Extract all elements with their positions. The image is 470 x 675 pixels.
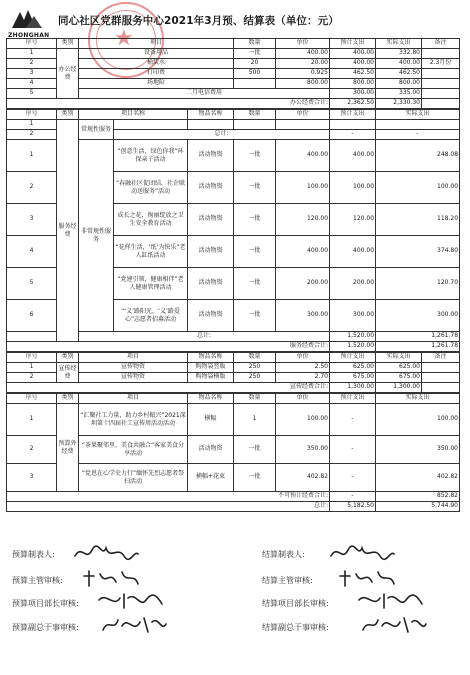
handwritten-signature — [100, 614, 170, 636]
table-row: 4 “花样生活，‘纸’为快乐”老人缸纸活动 活动物资 一批 400.00 400.00 374.80 — [7, 236, 460, 268]
regular-service-label: 常规性服务 — [79, 120, 114, 140]
col-header: 项目 — [79, 39, 234, 49]
table-row: 3 成长之花，绚丽绽放之卫生安全教育活动 活动物资 一批 120.00 120.00 118.20 — [7, 204, 460, 236]
promo-total-label: 宣传经费合计: — [7, 383, 330, 393]
table-header-row: 序号 类别 项目 物品名称 数量 单价 预计支出 实际支出 — [7, 394, 460, 404]
extra-expense-table — [6, 393, 460, 512]
subtotal-row: 宣传经费合计: 1,300.00 1,300.00 — [7, 383, 460, 393]
handwritten-signature — [356, 590, 426, 612]
nonregular-service-label: 非常规性服务 — [79, 140, 114, 332]
table-row: 1 非常规性服务 “创意生活，绿色你我”环保亲子活动 活动物资 一批 400.00 400.00 248.08 — [7, 140, 460, 172]
office-category: 办公经费 — [57, 49, 79, 99]
seal-star-icon: ★ — [114, 26, 134, 51]
table-row: 2 宣传物资 购物袋横版 250 2.70 675.00 675.00 — [7, 373, 460, 383]
subtotal-row: 不可预计经费合计: - 852.82 — [7, 492, 460, 502]
subtotal-row: 服务经费合计: 1,520.00 1,261.78 — [7, 342, 460, 352]
handwritten-signature — [336, 568, 406, 590]
grand-total-label: 总计: — [7, 502, 330, 512]
table-header-row — [7, 39, 460, 49]
budget-supervisor-label: 预算主管审核: — [12, 576, 63, 585]
col-header: 预计支出 — [330, 39, 376, 49]
page-title: 同心社区党群服务中心2021年3月预、结算表（单位：元） — [58, 15, 339, 27]
table-row: 2 “茶果聚邻里，美食共融合”客家美食分享活动 活动物资 一批 350.00 - 350.00 — [7, 436, 460, 464]
handwritten-signature — [72, 542, 142, 564]
col-header: 数量 — [234, 39, 276, 49]
table-row: 6 “‘义’路阳光，‘义’路爱心”志愿者招募活动 活动物资 一批 300.00 300.00 300.00 — [7, 300, 460, 332]
col-header: 单价 — [276, 39, 330, 49]
logo-text: ZHONGHAN — [8, 32, 50, 39]
settlement-preparer-label: 结算制表人: — [262, 550, 305, 559]
budget-preparer-label: 预算制表人: — [12, 550, 55, 559]
table-row: 3 打印费 500 0.925 462.50 462.50 — [7, 69, 460, 79]
table-row: 2 总计: - - — [7, 130, 460, 140]
table-row: 5 二月电信费用 300.00 335.00 — [7, 89, 460, 99]
subtotal-row: 办公经费合计: 2,362.50 2,330.30 — [7, 99, 460, 109]
promo-category: 宣传经费 — [57, 363, 79, 383]
budget-dept-head-label: 预算项目部长审核: — [12, 599, 79, 608]
grand-total-row: 总计: 5,182.50 5,744.90 — [7, 502, 460, 512]
col-header: 序号 — [7, 39, 57, 49]
promo-expense-table — [6, 352, 460, 393]
table-row: 5 “党建引领，健康相伴”老人健康管理活动 活动物资 一批 200.00 200.00 120.70 — [7, 268, 460, 300]
handwritten-signature — [80, 568, 150, 590]
col-header: 实际支出 — [376, 39, 422, 49]
table-header-row: 序号 类别 项目名称 物品名称 数量 单价 预计支出 实际支出 — [7, 110, 460, 120]
table-row: 2 “春融社区促团结，社企联动送服务”活动 活动物资 一批 100.00 100.00 100.00 — [7, 172, 460, 204]
table-row: 3 “党恩在心学史力行”缅怀先烈志愿者祭扫活动 横幅+花束 一批 402.82 - 402.82 — [7, 464, 460, 492]
handwritten-signature — [328, 542, 398, 564]
settlement-dept-head-label: 结算项目部长审核: — [262, 599, 329, 608]
table-row: 1 服务经费 常规性服务 — [7, 120, 460, 130]
col-header: 备注 — [422, 39, 460, 49]
table-row: 1 预算外经费 “汇聚社工力量，助力乡村振兴”2021深圳第十四届社工宣传周活动活动 横幅 1 100.00 - 100.00 — [7, 404, 460, 436]
handwritten-signature — [360, 614, 430, 636]
table-row: 1 宣传经费 宣传物资 购物袋竖版 250 2.50 625.00 625.00 — [7, 363, 460, 373]
table-header-row: 序号 类别 项目 物品名称 数量 单价 预计支出 实际支出 备注 — [7, 353, 460, 363]
subtotal-row: 总计: 1,520.00 1,261.78 — [7, 332, 460, 342]
settlement-deputy-label: 结算副总干事审核: — [262, 623, 329, 632]
budget-deputy-label: 预算副总干事审核: — [12, 623, 79, 632]
service-total-label: 服务经费合计: — [7, 342, 330, 352]
extra-category: 预算外经费 — [57, 404, 79, 492]
budget-sheet — [6, 38, 459, 512]
office-total-label: 办公经费合计: — [7, 99, 330, 109]
table-row: 4 场地险 800.00 800.00 800.00 — [7, 79, 460, 89]
table-row: 1 办公经费 设备用品 一批 400.00 400.00 332.80 — [7, 49, 460, 59]
logo-mountain-icon — [8, 8, 48, 30]
settlement-supervisor-label: 结算主管审核: — [262, 576, 313, 585]
col-header: 类别 — [57, 39, 79, 49]
handwritten-signature — [96, 590, 166, 612]
table-row: 2 桶装水 20 20.00 400.00 400.00 2.3月份 — [7, 59, 460, 69]
office-expense-table — [6, 38, 460, 109]
service-category: 服务经费 — [57, 120, 79, 342]
unplanned-total-label: 不可预计经费合计: — [7, 492, 330, 502]
service-expense-table — [6, 109, 460, 352]
